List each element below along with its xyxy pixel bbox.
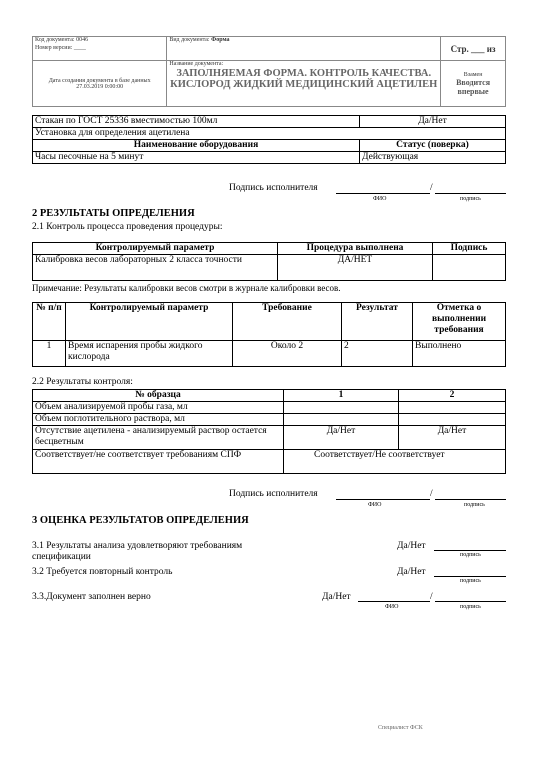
row-num: 1 xyxy=(33,341,66,367)
replace-value: Вводится впервые xyxy=(456,77,491,96)
col-sample-2: 2 xyxy=(399,390,506,402)
replace-cell xyxy=(441,61,506,107)
equipment-table xyxy=(32,115,506,164)
equipment-status-cell: Действующая xyxy=(360,152,506,164)
equipment-cell: Стакан по ГОСТ 25336 вместимостью 100мл xyxy=(33,116,360,128)
row-requirement: Около 2 xyxy=(233,341,342,367)
row-param: Время испарения пробы жидкого кислорода xyxy=(66,341,233,367)
procedure-param: Калибровка весов лабораторных 2 класса точности xyxy=(33,255,278,281)
col-signature: Подпись xyxy=(433,243,506,255)
fio-caption: ФИО xyxy=(368,502,382,508)
col-mark: Отметка о выполнении требования xyxy=(413,303,506,341)
section3-title: 3 ОЦЕНКА РЕЗУЛЬТАТОВ ОПРЕДЕЛЕНИЯ xyxy=(32,515,249,526)
col-sample-1: 1 xyxy=(284,390,399,402)
assessment-sign-caption: подпись xyxy=(460,552,481,558)
col-status: Статус (поверка) xyxy=(360,140,506,152)
created-date: Дата создания документа в базе данных 27.03.2019 0:00:00 xyxy=(33,61,167,107)
assessment-item-3: 3.3.Документ заполнен верно xyxy=(32,592,151,602)
row-mark[interactable]: Выполнено xyxy=(413,341,506,367)
fio-line[interactable] xyxy=(336,193,430,194)
assessment-answer-3[interactable]: Да/Нет xyxy=(322,592,351,602)
result-label: Соответствует/не соответствует требованиям СПФ xyxy=(33,450,284,474)
doc-code-cell xyxy=(33,37,167,61)
assessment-item-1: 3.1 Результаты анализа удовлетворяют требованиям спецификации xyxy=(32,541,243,562)
section2-title: 2 РЕЗУЛЬТАТЫ ОПРЕДЕЛЕНИЯ xyxy=(32,208,195,219)
col-sample: № образца xyxy=(33,390,284,402)
assessment-answer-1[interactable]: Да/Нет xyxy=(397,541,426,551)
footer-specialist: Специалист ФСК xyxy=(378,725,423,731)
fio-line[interactable] xyxy=(358,601,430,602)
equipment-cell: Установка для определения ацетилена xyxy=(33,128,506,140)
result-value[interactable] xyxy=(284,414,399,426)
signature-label: Подпись исполнителя xyxy=(229,183,318,193)
result-label: Объем поглотительного раствора, мл xyxy=(33,414,284,426)
doc-name-label: Название документа: xyxy=(169,61,224,67)
document-header xyxy=(32,36,506,107)
replace-label: Взамен xyxy=(463,71,483,78)
results-table xyxy=(32,389,506,474)
col-result: Результат xyxy=(342,303,413,341)
page-number: Стр. ___ из xyxy=(441,37,506,61)
document-title: ЗАПОЛНЯЕМАЯ ФОРМА. КОНТРОЛЬ КАЧЕСТВА. КИСЛОРОД ЖИДКИЙ МЕДИЦИНСКИЙ АЦЕТИЛЕН xyxy=(170,68,438,90)
sign-line[interactable] xyxy=(435,601,506,602)
col-procedure: Процедура выполнена xyxy=(278,243,433,255)
result-value[interactable]: Да/Нет xyxy=(399,426,506,450)
fio-caption: ФИО xyxy=(385,604,399,610)
assessment-answer-2[interactable]: Да/Нет xyxy=(397,567,426,577)
col-equipment-name: Наименование оборудования xyxy=(33,140,360,152)
procedure-sign[interactable] xyxy=(433,255,506,281)
result-value[interactable] xyxy=(399,402,506,414)
section2-sub2: 2.2 Результаты контроля: xyxy=(32,377,133,387)
assessment-sign-line[interactable] xyxy=(434,550,506,551)
equipment-cell: Часы песочные на 5 минут xyxy=(33,152,360,164)
result-label: Отсутствие ацетилена - анализируемый раствор остается бесцветным xyxy=(33,426,284,450)
assessment-sign-caption: подпись xyxy=(460,578,481,584)
col-param: Контролируемый параметр xyxy=(66,303,233,341)
result-value[interactable] xyxy=(284,402,399,414)
result-value[interactable] xyxy=(399,414,506,426)
assessment-sign-line[interactable] xyxy=(434,576,506,577)
col-param: Контролируемый параметр xyxy=(33,243,278,255)
signature-label: Подпись исполнителя xyxy=(229,489,318,499)
procedure-done[interactable]: ДА/НЕТ xyxy=(278,255,433,281)
requirement-table xyxy=(32,302,506,367)
signature-slash: / xyxy=(430,489,433,499)
procedure-table xyxy=(32,242,506,281)
sign-caption: подпись xyxy=(460,604,481,610)
doc-code: Код документа: 0046 xyxy=(35,37,89,43)
result-label: Объем анализируемой пробы газа, мл xyxy=(33,402,284,414)
assessment-item-2: 3.2 Требуется повторный контроль xyxy=(32,567,173,577)
doc-name-cell xyxy=(167,61,441,107)
signature-slash: / xyxy=(430,183,433,193)
result-conformity[interactable]: Соответствует/Не соответствует xyxy=(284,450,506,474)
calibration-note: Примечание: Результаты калибровки весов смотри в журнале калибровки весов. xyxy=(32,283,341,293)
signature-slash: / xyxy=(430,592,433,602)
sign-caption: подпись xyxy=(460,196,481,202)
row-result[interactable]: 2 xyxy=(342,341,413,367)
equipment-status-cell: Да/Нет xyxy=(360,116,506,128)
doc-type-cell xyxy=(167,37,441,61)
result-value[interactable]: Да/Нет xyxy=(284,426,399,450)
version-number: Номер версии: ____ xyxy=(35,45,86,51)
fio-line[interactable] xyxy=(336,499,430,500)
doc-type-value: Форма xyxy=(211,37,230,43)
section2-sub1: 2.1 Контроль процесса проведения процедуры: xyxy=(32,222,223,232)
doc-type-label: Вид документа: xyxy=(169,37,210,43)
sign-line[interactable] xyxy=(435,193,506,194)
col-requirement: Требование xyxy=(233,303,342,341)
fio-caption: ФИО xyxy=(373,196,387,202)
sign-line[interactable] xyxy=(435,499,506,500)
sign-caption: подпись xyxy=(464,502,485,508)
col-num: № п/п xyxy=(33,303,66,341)
